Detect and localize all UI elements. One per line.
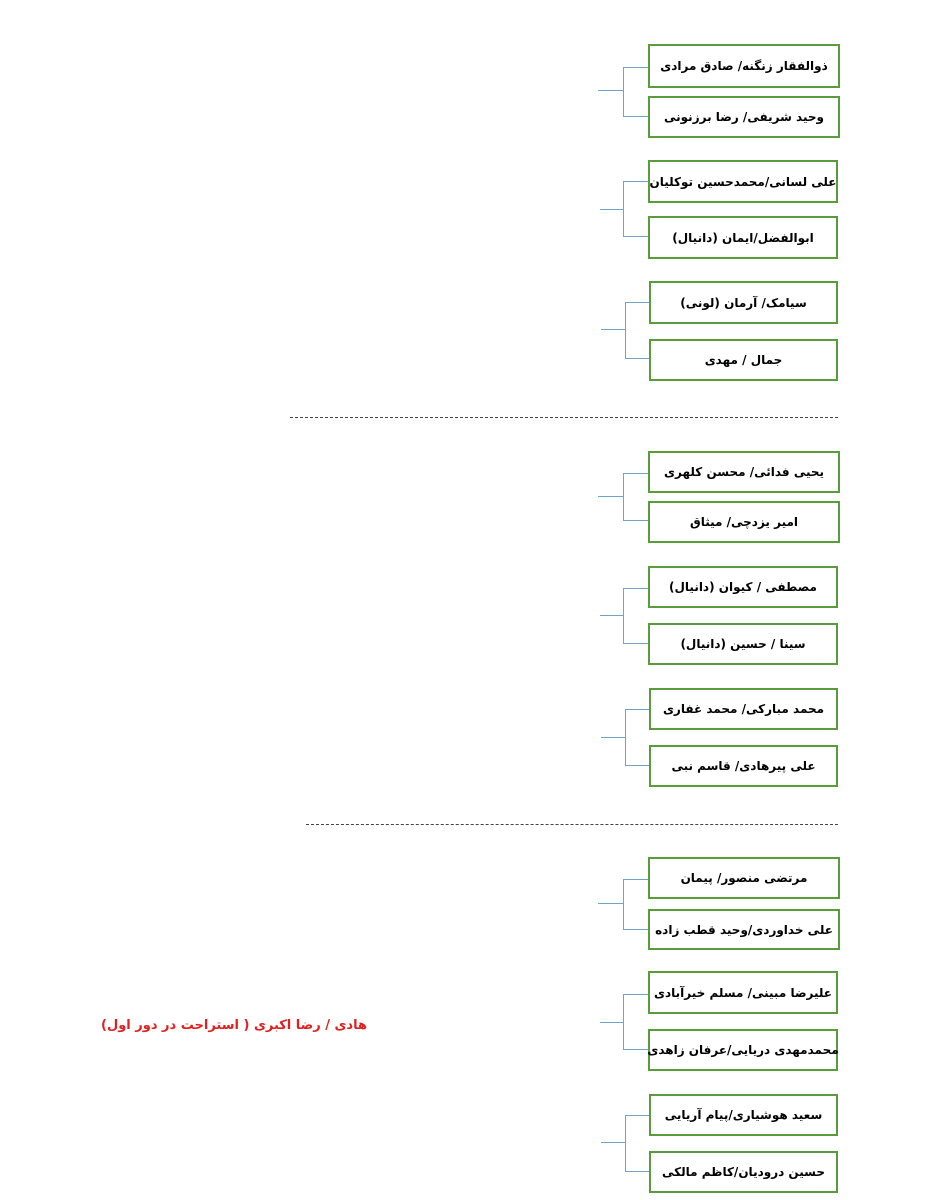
match-box: [649, 1151, 838, 1193]
bracket-connector: [625, 709, 650, 766]
team-names: علی لسانی/محمدحسین توکلیان: [649, 174, 837, 189]
team-names: مصطفی / کیوان (دانیال): [669, 580, 817, 594]
team-names: سعید هوشیاری/پیام آریایی: [664, 1108, 823, 1122]
team-names: سیامک/ آرمان (لونی): [680, 295, 807, 310]
bye-note: هادی / رضا اکبری ( استراحت در دور اول): [101, 1018, 367, 1033]
match-box: [648, 451, 840, 493]
bracket-connector-stub: [600, 209, 624, 210]
match-box: [648, 1029, 838, 1071]
team-names: علی پیرهادی/ قاسم نبی: [671, 759, 816, 773]
team-names: ابوالفضل/ایمان (دانیال): [672, 230, 814, 245]
match-box: [649, 688, 838, 730]
team-names: ذوالفقار زنگنه/ صادق مرادی: [660, 59, 828, 73]
team-names: محمد مبارکی/ محمد غفاری: [662, 702, 825, 716]
bracket-connector-stub: [601, 737, 626, 738]
bracket-connector: [623, 879, 649, 930]
team-names: علی خداوردی/وحید قطب زاده: [655, 922, 833, 937]
match-box: [648, 216, 838, 259]
bracket-connector-stub: [598, 90, 624, 91]
match-box: [649, 1094, 838, 1136]
bracket-connector: [623, 588, 649, 644]
match-box: [648, 857, 840, 899]
bracket-connector-stub: [601, 329, 626, 330]
match-box: [649, 281, 838, 324]
team-names: وحید شریفی/ رضا برزنونی: [664, 110, 824, 124]
bracket-connector: [623, 473, 649, 521]
bracket-connector-stub: [600, 1022, 624, 1023]
bracket-connector: [625, 302, 650, 359]
bracket-connector-stub: [598, 903, 624, 904]
team-names: علیرضا مبینی/ مسلم خیرآبادی: [654, 985, 832, 1000]
bracket-connector: [623, 994, 649, 1050]
team-names: امیر یزدچی/ میثاق: [689, 515, 799, 529]
team-names: یحیی فدائی/ محسن کلهری: [664, 465, 825, 479]
bracket-connector-stub: [601, 1142, 626, 1143]
match-box: [648, 44, 840, 88]
team-names: سینا / حسین (دانیال): [680, 637, 806, 651]
match-box: [648, 501, 840, 543]
match-box: [648, 566, 838, 608]
match-box: [648, 909, 840, 950]
match-box: [649, 745, 838, 787]
match-box: [648, 623, 838, 665]
team-names: محمدمهدی دریایی/عرفان زاهدی: [647, 1043, 839, 1057]
match-box: [649, 339, 838, 381]
bracket-connector-stub: [600, 615, 624, 616]
team-names: مرتضی منصور/ پیمان: [680, 871, 808, 885]
section-divider: [306, 824, 838, 825]
team-names: حسین درودیان/کاظم مالکی: [662, 1165, 825, 1179]
bracket-connector: [625, 1115, 650, 1172]
bracket-connector: [623, 67, 649, 117]
match-box: [648, 971, 838, 1014]
section-divider: [290, 417, 838, 418]
bracket-connector: [623, 181, 649, 237]
team-names: جمال / مهدی: [704, 353, 783, 367]
bracket-connector-stub: [598, 496, 624, 497]
match-box: [648, 96, 840, 138]
match-box: [648, 160, 838, 203]
